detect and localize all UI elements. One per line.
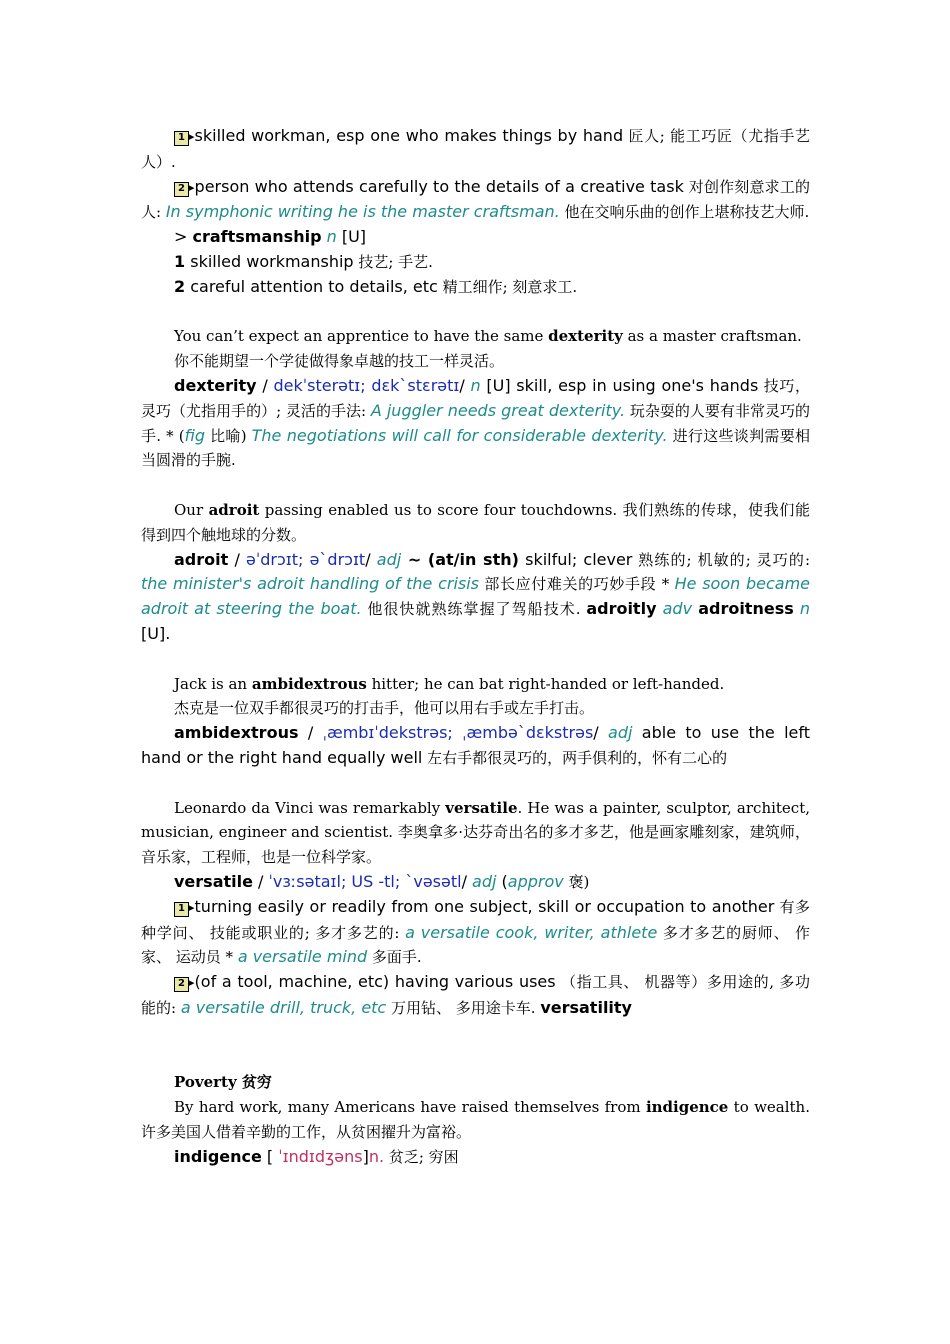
arrow-icon: ▸: [189, 976, 195, 990]
derivative-headword: versatility: [540, 997, 632, 1017]
ambidextrous-entry: ambidextrous / ˌæmbɪˈdekstrəs; ˌæmbə`dɛkstrəs/ adj able to use the left hand or the right hand equally well 左右手都很灵巧的，两手俱利的，怀有二心的: [141, 723, 810, 767]
dexterity-sentence-cn: 你不能期望一个学徒做得象卓越的技工一样灵活。: [174, 352, 505, 371]
highlighted-word: indigence: [645, 1098, 729, 1117]
derivative-headword: adroitness: [698, 599, 794, 619]
definition-text: skilled workman, esp one who makes things by hand: [194, 126, 624, 145]
definition-cn: 有多种学问、 技能或职业的; 多才多艺的:: [141, 897, 810, 942]
example-cn: 他很快就熟练掌握了驾船技术.: [361, 600, 587, 619]
part-of-speech: n: [799, 599, 811, 619]
spacer: [141, 1021, 810, 1071]
usage-label: approv: [507, 871, 564, 891]
part-of-speech: adj: [376, 549, 402, 569]
example-cn: 他在交响乐曲的创作上堪称技艺大师.: [559, 203, 810, 222]
spacer: [141, 647, 810, 672]
definition-cn: （指工具、 机器等）多用途的, 多功能的:: [141, 973, 810, 1017]
headword: adroit: [174, 549, 229, 569]
dexterity-sentence: You can’t expect an apprentice to have the same dexterity as a master craftsman.: [174, 327, 802, 346]
definition-text: skilful; clever: [518, 549, 633, 569]
pronunciation: ˈɪndɪdʒəns: [278, 1146, 363, 1166]
highlighted-word: dexterity: [548, 327, 623, 346]
highlighted-word: adroit: [208, 500, 260, 519]
adroit-sentence: Our adroit passing enabled us to score four touchdowns. 我们熟练的传球，使我们能得到四个触地球的分数。: [141, 500, 810, 544]
arrow-icon: ▸: [189, 900, 195, 914]
definition-cn: 技艺; 手艺.: [353, 252, 433, 271]
definition-cn: 熟练的; 机敏的; 灵巧的:: [632, 550, 811, 569]
versatile-def-1: [141, 895, 810, 970]
dexterity-entry: dexterity / dekˈsterətɪ; dɛk`stɛrətɪ/ n [U] skill, esp in using one's hands 技巧，灵巧（尤指用手的）; 灵活的手法: A juggler needs great dexterity. 玩杂耍的人要有非常灵巧的手. * (fig 比喻) The negotiations will call for considerable dexterity. 进行这些谈判需要相当圆滑的手腕.: [141, 375, 811, 470]
spacer: [141, 300, 810, 325]
definition-cn: 对创作刻意求工的人:: [141, 177, 810, 222]
definition-text: careful attention to details, etc: [185, 276, 438, 296]
example-text: a versatile drill, truck, etc: [180, 997, 387, 1017]
definition-text: turning easily or readily from one subject, skill or occupation to another: [194, 896, 775, 916]
usage-label: fig: [184, 425, 206, 445]
definition-text: person who attends carefully to the details of a creative task: [194, 176, 684, 196]
craftsman-def-2: [141, 175, 810, 226]
example-cn: 进行这些谈判需要相当圆滑的手腕.: [141, 426, 810, 470]
part-of-speech: n: [326, 227, 337, 247]
derivative-headword: craftsmanship: [192, 227, 322, 247]
sense-number: 1: [174, 251, 186, 271]
definition-cn: 技巧，灵巧（尤指用手的）; 灵活的手法:: [141, 376, 811, 420]
example-text: the minister's adroit handling of the crisis: [141, 574, 480, 594]
indigence-entry: indigence [ ˈɪndɪdʒəns]n. 贫乏; 穷困: [174, 1146, 459, 1166]
sense-number: 2: [174, 276, 186, 296]
craftsmanship-entry: [141, 225, 810, 250]
definition-cn: 左右手都很灵巧的，两手俱利的，怀有二心的: [422, 748, 728, 767]
headword: indigence: [174, 1146, 262, 1166]
highlighted-word: ambidextrous: [251, 674, 367, 693]
headword: versatile: [174, 871, 253, 891]
definition-cn: 贫乏; 穷困: [384, 1147, 459, 1166]
part-of-speech: adv: [662, 599, 693, 619]
section-heading: Poverty 贫穷: [174, 1073, 272, 1092]
sense-number-badge: 2: [174, 977, 189, 992]
example-text: He soon became adroit at steering the boat.: [141, 574, 810, 619]
definition-text: able to use the left hand or the right hand equally well: [141, 723, 810, 767]
document-page: [141, 124, 810, 1169]
highlighted-word: versatile: [445, 798, 518, 817]
part-of-speech: n.: [368, 1146, 385, 1166]
definition-cn: 匠人; 能工巧匠（尤指手艺人）.: [141, 127, 810, 171]
versatile-def-2: [141, 970, 810, 1021]
grammar-tag: [U].: [141, 623, 171, 643]
example-text: In symphonic writing he is the master craftsman.: [165, 202, 560, 222]
adroit-entry: adroit / əˈdrɔɪt; ə`drɔɪt/ adj ~ (at/in sth) skilful; clever 熟练的; 机敏的; 灵巧的: the minister's adroit handling of the crisis 部长应付难关的巧妙手段 * He soon became adroit at steering the boat. 他很快就熟练掌握了驾船技术. adroitly adv adroitness n [U].: [141, 549, 811, 643]
example-text: a versatile mind: [237, 947, 368, 967]
versatile-sentence: Leonardo da Vinci was remarkably versatile. He was a painter, sculptor, architect, musician, engineer and scientist. 李奥拿多·达芬奇出名的多才多艺，他是画家雕刻家，建筑师，音乐家，工程师，也是一位科学家。: [141, 798, 810, 867]
sense-number-badge: 1: [174, 902, 189, 917]
example-text: a versatile cook, writer, athlete: [405, 922, 658, 942]
example-cn: 玩杂耍的人要有非常灵巧的手. * (: [141, 401, 810, 445]
example-cn: 万用钻、 多用途卡车.: [386, 998, 541, 1017]
sense-number-badge: 2: [174, 182, 189, 197]
craftsman-def-1: [141, 124, 810, 175]
versatile-entry: versatile / ˈvɜːsətaɪl; US -tl; `vəsətl/ adj (approv 褒): [174, 871, 590, 891]
headword: ambidextrous: [174, 723, 299, 743]
pronunciation: ˌæmbɪˈdekstrəs; ˌæmbə`dɛkstrəs: [322, 723, 594, 743]
definition-text: (of a tool, machine, etc) having various uses: [194, 972, 556, 992]
part-of-speech: adj: [608, 723, 633, 743]
example-cn: 多才多艺的厨师、 作家、 运动员 *: [141, 923, 810, 967]
derivative-headword: adroitly: [586, 599, 657, 619]
pronunciation: dekˈsterətɪ; dɛk`stɛrətɪ: [273, 375, 460, 395]
pronunciation: əˈdrɔɪt; ə`drɔɪt: [246, 549, 366, 569]
part-of-speech: adj: [472, 871, 497, 891]
sense-number-badge: 1: [174, 131, 189, 146]
grammar-tag: [U]: [336, 227, 367, 247]
indigence-sentence: By hard work, many Americans have raised themselves from indigence to wealth. 许多美国人借着辛勤的工作，从贫困擢升为富裕。: [141, 1098, 810, 1141]
spacer: [141, 771, 810, 796]
definition-text: [U] skill, esp in using one's hands: [480, 375, 759, 395]
definition-text: skilled workmanship: [185, 251, 354, 271]
arrow-icon: ▸: [189, 130, 195, 143]
spacer: [141, 473, 810, 498]
craftsmanship-sense-2: [141, 275, 810, 300]
headword: dexterity: [174, 375, 257, 395]
part-of-speech: n: [470, 375, 481, 395]
example-text: The negotiations will call for considerable dexterity.: [251, 425, 668, 445]
definition-cn: 精工细作; 刻意求工.: [437, 277, 578, 296]
example-cn: 部长应付难关的巧妙手段 *: [479, 575, 675, 594]
example-cn: 多面手.: [367, 948, 422, 967]
craftsmanship-sense-1: [141, 250, 810, 275]
example-text: A juggler needs great dexterity.: [370, 400, 626, 420]
pronunciation: ˈvɜːsətaɪl; US -tl; `vəsətl: [268, 871, 462, 891]
arrow-icon: ▸: [189, 180, 195, 194]
grammar-pattern: ~ (at/in sth): [401, 549, 519, 569]
derivative-marker: >: [174, 227, 193, 247]
ambidextrous-sentence: Jack is an ambidextrous hitter; he can bat right-handed or left-handed.: [174, 674, 725, 693]
ambidextrous-sentence-cn: 杰克是一位双手都很灵巧的打击手，他可以用右手或左手打击。: [174, 699, 595, 718]
